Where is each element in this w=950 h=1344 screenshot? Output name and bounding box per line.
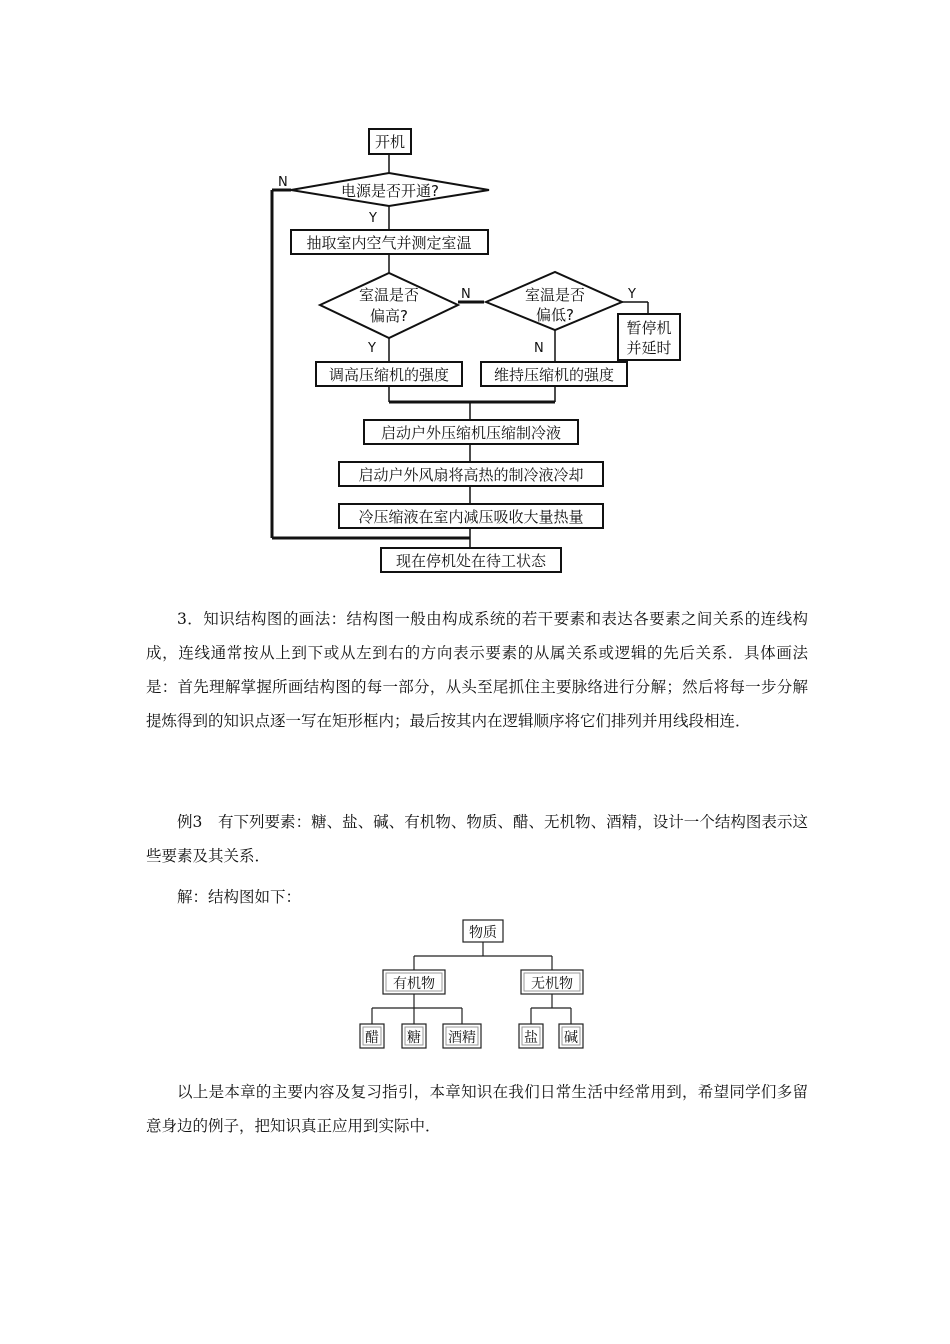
section3-paragraph (146, 602, 808, 738)
flowchart-start-box (369, 129, 411, 154)
flowchart-low-yes-label: Y (628, 287, 636, 302)
flowchart-power-label: 电源是否开通? (341, 182, 439, 200)
air-conditioner-flowchart (0, 0, 950, 590)
tree-salt-box (519, 1024, 543, 1048)
flowchart-maintain-label: 维持压缩机的强度 (493, 366, 615, 384)
example3-paragraph (146, 805, 808, 873)
tree-organic-label: 有机物 (393, 976, 435, 992)
flowchart-standby-box (381, 548, 561, 572)
tree-vinegar-box (360, 1024, 384, 1048)
flowchart-raise-box (316, 362, 462, 386)
flowchart-maintain-box (481, 362, 627, 386)
flowchart-pause-line1: 暂停机 (626, 319, 672, 337)
flowchart-fan-box (339, 462, 603, 486)
flowchart-measure-box (291, 230, 488, 254)
flowchart-measure-label: 抽取室内空气并测定室温 (306, 234, 472, 252)
flowchart-raise-label: 调高压缩机的强度 (328, 366, 450, 384)
flowchart-fan-label: 启动户外风扇将高热的制冷液冷却 (358, 466, 584, 484)
example3-text: 例3 有下列要素：糖、盐、碱、有机物、物质、醋、无机物、酒精，设计一个结构图表示这些要素及其关系． (146, 813, 808, 865)
tree-alkali-label: 碱 (564, 1030, 578, 1046)
flowchart-temp-low-decision (486, 272, 622, 330)
flowchart-temp-high-line1: 室温是否 (358, 286, 420, 304)
tree-organic-box (383, 970, 445, 994)
solution-paragraph (146, 880, 808, 914)
flowchart-temp-high-decision (320, 273, 458, 338)
tree-inorganic-box (521, 970, 583, 994)
flowchart-power-decision (291, 173, 489, 206)
tree-alcohol-box (443, 1024, 481, 1048)
flowchart-pause-box (618, 314, 680, 360)
flowchart-power-no-label: N (278, 175, 288, 190)
flowchart-temp-low-line1: 室温是否 (524, 286, 586, 304)
flowchart-low-no-label: N (534, 341, 544, 356)
flowchart-standby-label: 现在停机处在待工状态 (395, 552, 547, 570)
flowchart-high-no-label: N (461, 287, 471, 302)
flowchart-absorb-box (339, 504, 603, 528)
flowchart-power-yes-label: Y (369, 211, 377, 226)
flowchart-temp-low-line2: 偏低? (536, 306, 574, 324)
tree-alkali-box (559, 1024, 583, 1048)
flowchart-start-label: 开机 (374, 133, 406, 151)
flowchart-temp-high-line2: 偏高? (370, 307, 408, 325)
flowchart-compress-label: 启动户外压缩机压缩制冷液 (380, 424, 562, 442)
tree-alcohol-label: 酒精 (448, 1030, 476, 1046)
closing-text: 以上是本章的主要内容及复习指引，本章知识在我们日常生活中经常用到，希望同学们多留意身边的例子，把知识真正应用到实际中． (146, 1083, 808, 1135)
tree-root-label: 物质 (469, 925, 497, 941)
tree-inorganic-label: 无机物 (531, 976, 573, 992)
tree-sugar-label: 糖 (407, 1030, 421, 1046)
tree-sugar-box (402, 1024, 426, 1048)
substance-structure-diagram (0, 910, 950, 1060)
tree-root-box (463, 920, 503, 942)
section3-text: 3．知识结构图的画法：结构图一般由构成系统的若干要素和表达各要素之间关系的连线构成，连线通常按从上到下或从左到右的方向表示要素的从属关系或逻辑的先后关系．具体画法是：首先理解掌握所画结构图的每一部分，从头至尾抓住主要脉络进行分解；然后将每一步分解提炼得到的知识点逐一写在矩形框内；最后按其内在逻辑顺序将它们排列并用线段相连． (146, 610, 808, 730)
flowchart-pause-line2: 并延时 (626, 339, 672, 357)
solution-text: 解：结构图如下： (177, 888, 302, 906)
tree-vinegar-label: 醋 (365, 1030, 379, 1046)
flowchart-high-yes-label: Y (368, 341, 376, 356)
flowchart-absorb-label: 冷压缩液在室内减压吸收大量热量 (358, 508, 584, 526)
closing-paragraph (146, 1075, 808, 1143)
tree-salt-label: 盐 (524, 1030, 538, 1046)
flowchart-compress-box (364, 420, 578, 444)
